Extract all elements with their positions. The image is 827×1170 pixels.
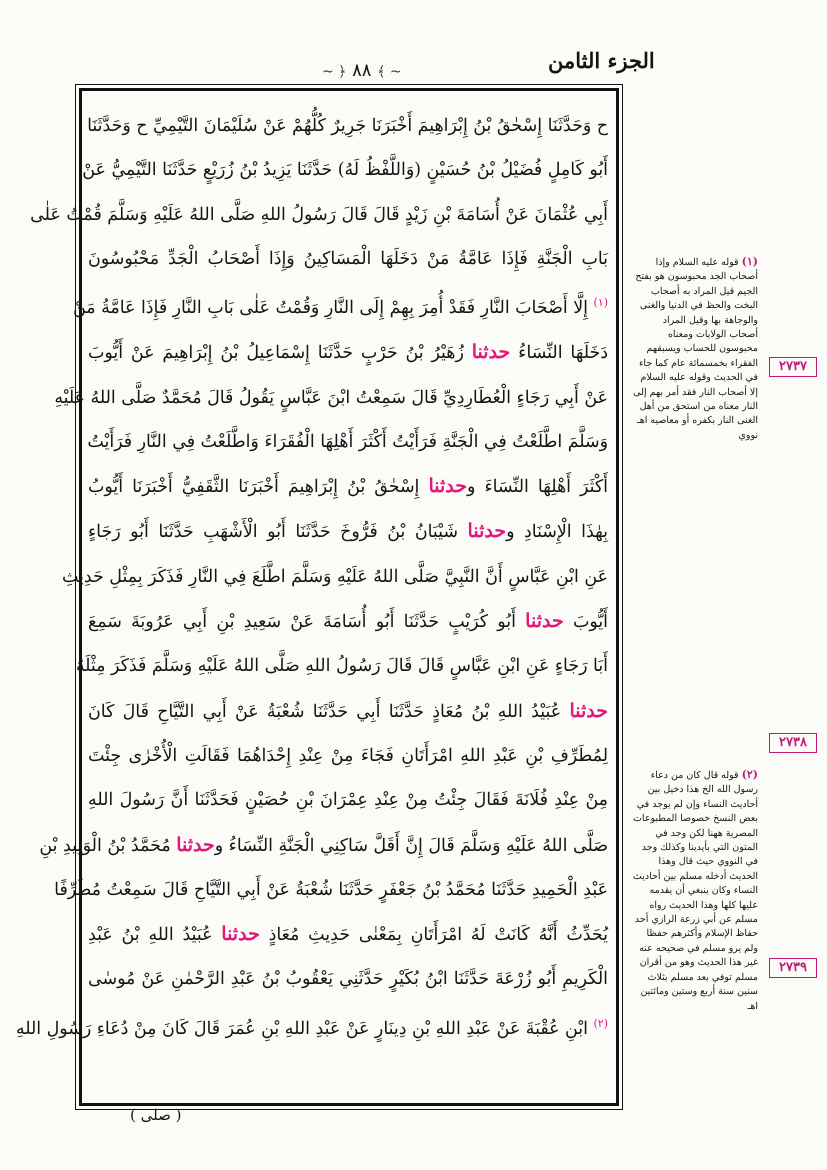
text-line-5-body: إِلَّا أَصْحَابَ النَّارِ فَقَدْ أُمِرَ بِهِمْ إِلَى النَّارِ وَقُمْتُ عَلٰى بَابِ النَّارِ فَإِذَا عَامَّةُ مَنْ: [73, 297, 588, 318]
text-line-6: دَخَلَهَا النِّسَاءُ حدثنا زُهَيْرُ بْنُ حَرْبٍ حَدَّثَنَا إِسْمَاعِيلُ بْنُ إِبْرَاهِيمَ عَنْ أَيُّوبَ: [88, 341, 608, 364]
text-line-20: الْكَرِيمِ أَبُو زُرْعَةَ حَدَّثَنَا ابْنُ بُكَيْرٍ حَدَّثَنِي يَعْقُوبُ بْنُ عَبْدِ الرَّحْمٰنِ عَنْ مُوسٰى: [88, 969, 608, 990]
page-number-value: ٨٨: [352, 60, 372, 81]
text-line-7: عَنْ أَبِي رَجَاءٍ الْعُطَارِدِيِّ قَالَ سَمِعْتُ ابْنَ عَبَّاسٍ يَقُولُ قَالَ مُحَمَّدٌ صَلَّى اللهُ عَلَيْهِ: [54, 387, 608, 408]
footnote-2: [632, 768, 758, 1014]
footnote-1: [632, 255, 758, 443]
hadith-number-2738: ٢٧٣٨: [769, 733, 817, 753]
text-line-11: عَنِ ابْنِ عَبَّاسٍ أَنَّ النَّبِيَّ صَلَّى اللهُ عَلَيْهِ وَسَلَّمَ اطَّلَعَ فِي النَّارِ فَذَكَرَ بِمِثْلِ حَدِيثِ: [61, 566, 608, 587]
text-line-21: [15, 1002, 608, 1051]
text-line-10: بِهٰذَا الْإِسْنَادِ وحدثنا شَيْبَانُ بْنُ فَرُّوخَ حَدَّثَنَا أَبُو الْأَشْهَبِ حَدَّثَنَا أَبُو رَجَاءٍ: [88, 520, 608, 543]
text-line-9: أَكْثَرَ أَهْلِهَا النِّسَاءَ وحدثنا إِسْحٰقُ بْنُ إِبْرَاهِيمَ أَخْبَرَنَا الثَّقَفِيُّ أَخْبَرَنَا أَيُّوبُ: [88, 475, 608, 498]
text-line-8: وَسَلَّمَ اطَّلَعْتُ فِي الْجَنَّةِ فَرَأَيْتُ أَكْثَرَ أَهْلِهَا الْفُقَرَاءَ وَاطَّلَعْتُ فِي النَّارِ فَرَأَيْتُ: [87, 431, 608, 452]
haddathana-keyword: حدثنا: [569, 699, 608, 722]
hadith-number-2739: ٢٧٣٩: [769, 958, 817, 978]
haddathana-keyword: حدثنا: [467, 520, 507, 543]
catchword: ( صلى ): [130, 1106, 182, 1124]
part-title: الجزء الثامن: [548, 48, 655, 73]
haddathana-keyword: حدثنا: [221, 923, 260, 946]
haddathana-keyword: حدثنا: [428, 475, 467, 498]
text-line-15: لِمُطَرِّفِ بْنِ عَبْدِ اللهِ امْرَأَتَانِ فَجَاءَ مِنْ عِنْدِ إِحْدَاهُمَا فَقَالَتِ الْأُخْرٰى جِئْتَ: [88, 745, 608, 766]
text-line-12: أَيُّوبَ حدثنا أَبُو كُرَيْبٍ حَدَّثَنَا أَبُو أُسَامَةَ عَنْ سَعِيدِ بْنِ أَبِي عَرُوبَةَ سَمِعَ: [88, 610, 608, 633]
footnote-mark-1: (١): [593, 296, 608, 310]
text-line-18: عَبْدِ الْحَمِيدِ حَدَّثَنَا مُحَمَّدُ بْنُ جَعْفَرٍ حَدَّثَنَا شُعْبَةُ عَنْ أَبِي التَّيَّاحِ قَالَ سَمِعْتُ مُطَرِّفًا: [54, 879, 608, 900]
text-line-19: يُحَدِّثُ أَنَّهُ كَانَتْ لَهُ امْرَأَتَانِ بِمَعْنٰى حَدِيثِ مُعَاذٍ حدثنا عُبَيْدُ اللهِ بْنُ عَبْدِ: [88, 923, 608, 946]
text-line-4: بَابِ الْجَنَّةِ فَإِذَا عَامَّةُ مَنْ دَخَلَهَا الْمَسَاكِينُ وَإِذَا أَصْحَابُ الْجَدِّ مَحْبُوسُونَ: [88, 248, 608, 269]
text-line-14: حدثنا عُبَيْدُ اللهِ بْنُ مُعَاذٍ حَدَّثَنَا أَبِي حَدَّثَنَا شُعْبَةُ عَنْ أَبِي التَّيَّاحِ قَالَ كَانَ: [88, 699, 608, 722]
text-line-16: مِنْ عِنْدِ فُلَانَةَ فَقَالَ جِئْتُ مِنْ عِنْدِ عِمْرَانَ بْنِ حُصَيْنٍ فَحَدَّثَنَا أَنَّ رَسُولَ اللهِ: [88, 790, 608, 811]
haddathana-keyword: حدثنا: [176, 833, 215, 856]
text-line-1: ح وَحَدَّثَنَا إِسْحٰقُ بْنُ إِبْرَاهِيمَ أَخْبَرَنَا جَرِيرٌ كُلُّهُمْ عَنْ سُلَيْمَانَ التَّيْمِيِّ ح وَحَدَّثَنَا: [87, 116, 608, 136]
ornament-left: ~ ﴾: [377, 64, 402, 80]
page-number: [322, 60, 402, 81]
text-line-17: صَلَّى اللهُ عَلَيْهِ وَسَلَّمَ قَالَ إِنَّ أَقَلَّ سَاكِنِي الْجَنَّةِ النِّسَاءُ وحدثنا مُحَمَّدُ بْنُ الْوَلِيدِ بْنِ: [39, 833, 608, 856]
main-text: [15, 104, 608, 1094]
footnote-2-text: قوله قال كان من دعاء رسول الله الخ هذا دخيل بين أحاديث النساء وإن لم يوجد في بعض النسخ خصوصا المطبوعات المصرية ههنا لكن وجد في المتون التي بأيدينا وكذلك وجد في النووي حيث قال وهذا الحديث أدخله مسلم بين أحاديث النساء وكان ينبغي أن يقدمه عليها كلها وهذا الحديث رواه مسلم عن أبي زرعة الرازي أحد حفاظ الإسلام وأكثرهم حفظا ولم يرو مسلم في صحيحه عنه غير هذا الحديث وهو من أقران مسلم توفي بعد مسلم بثلاث سنين سنة أربع وستين ومائتين اهـ: [632, 770, 758, 1012]
ornament-right: ﴿ ~: [322, 64, 347, 80]
footnote-2-number: (٢): [741, 768, 758, 781]
text-line-13: أَبَا رَجَاءٍ عَنِ ابْنِ عَبَّاسٍ قَالَ قَالَ رَسُولُ اللهِ صَلَّى اللهُ عَلَيْهِ وَسَلَّمَ فَذَكَرَ مِثْلَهُ: [75, 656, 608, 677]
haddathana-keyword: حدثنا: [471, 341, 511, 364]
footnote-1-number: (١): [741, 255, 758, 268]
text-line-5: [73, 281, 608, 330]
text-line-3: أَبِي عُثْمَانَ عَنْ أُسَامَةَ بْنِ زَيْدٍ قَالَ قَالَ رَسُولُ اللهِ صَلَّى اللهُ عَلَيْهِ وَسَلَّمَ قُمْتُ عَلٰى: [30, 204, 608, 225]
hadith-number-2737: ٢٧٣٧: [769, 357, 817, 377]
footnote-mark-2: (٢): [593, 1016, 608, 1030]
text-line-2: أَبُو كَامِلٍ فُضَيْلُ بْنُ حُسَيْنٍ (وَاللَّفْظُ لَهُ) حَدَّثَنَا يَزِيدُ بْنُ زُرَيْعٍ حَدَّثَنَا التَّيْمِيُّ عَنْ: [82, 160, 608, 181]
footnote-1-text: قوله عليه السلام وإذا أصحاب الجد محبوسون هو بفتح الجيم قيل المراد به أصحاب البخت والحظ في الدنيا والغنى والوجاهة بها وقيل المراد أصحاب الولايات ومعناه محبوسون للحساب ويسبقهم الفقراء بخمسمائة عام كما جاء في الحديث وقوله عليه السلام إلا أصحاب النار فقد أمر بهم إلى النار معناه من استحق من أهل الغنى النار بكفره أو معاصيه اهـ نووي: [633, 257, 758, 441]
haddathana-keyword: حدثنا: [525, 610, 564, 633]
text-line-21-body: ابْنِ عُقْبَةَ عَنْ عَبْدِ اللهِ بْنِ دِينَارٍ عَنْ عَبْدِ اللهِ بْنِ عُمَرَ قَالَ كَانَ مِنْ دُعَاءِ رَسُولِ اللهِ: [15, 1018, 588, 1039]
